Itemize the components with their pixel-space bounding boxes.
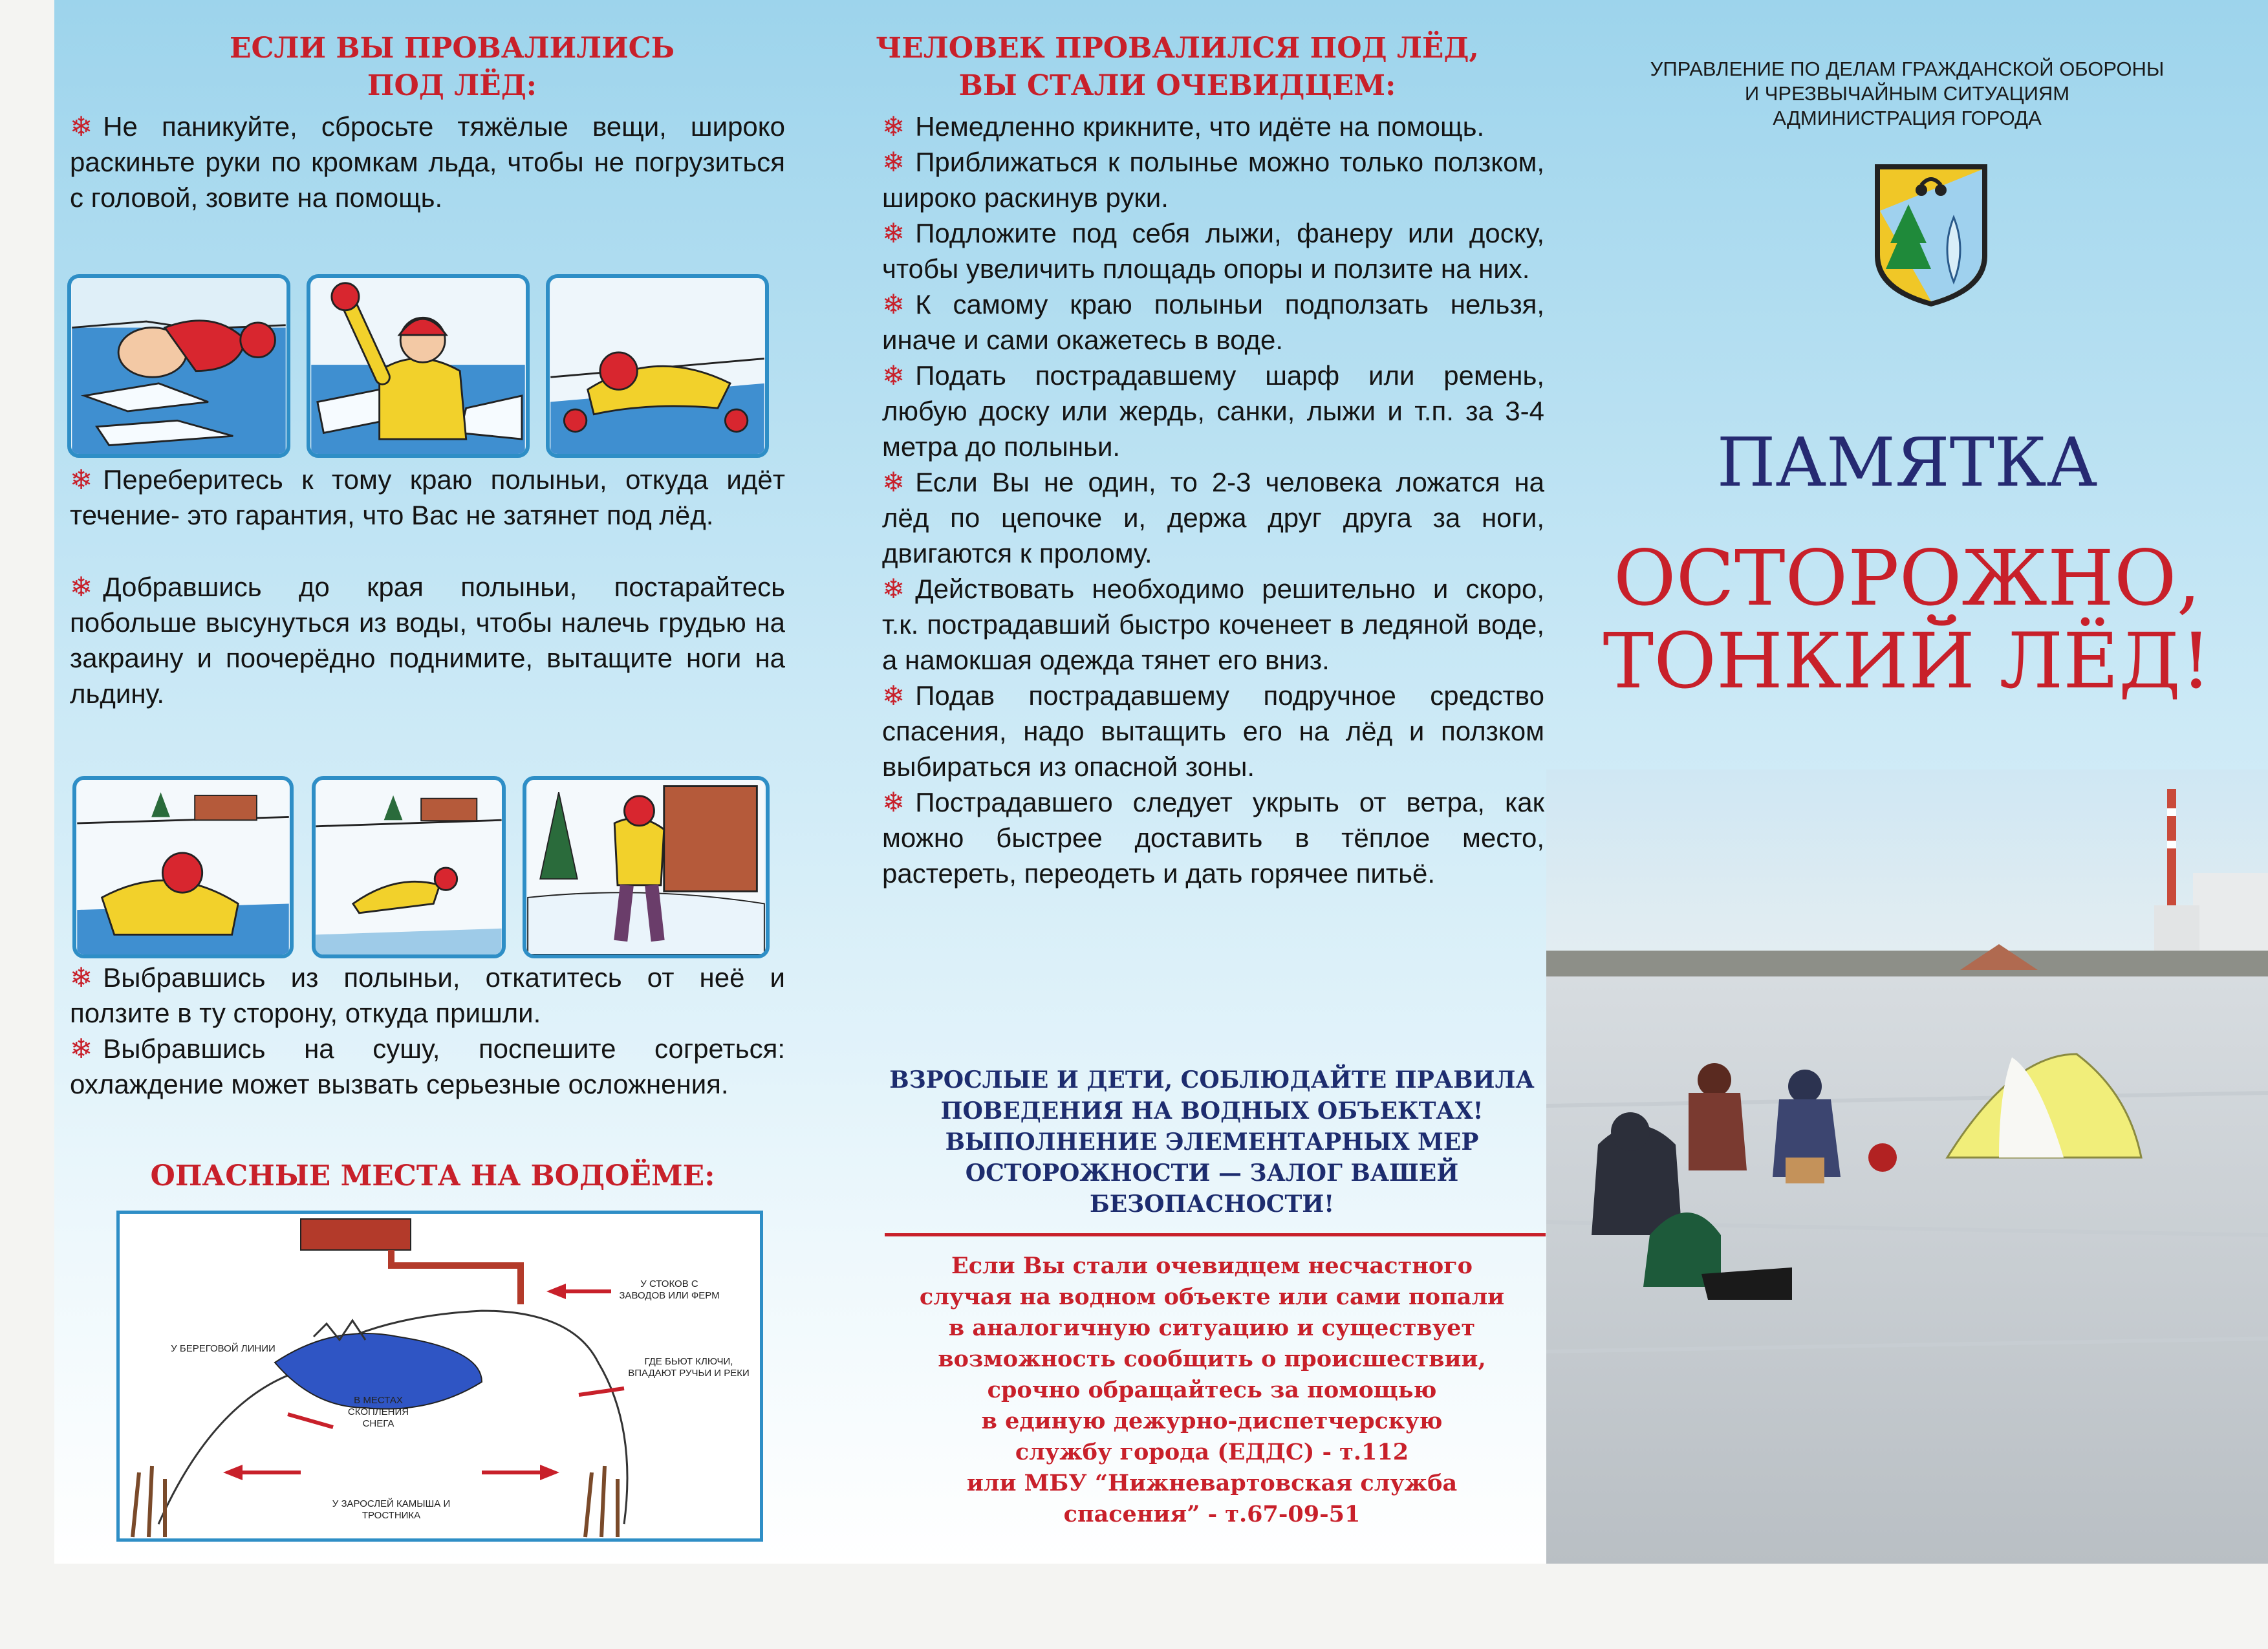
snowflake-icon: ❄ (882, 467, 905, 497)
illustration-crawling-away (312, 776, 506, 958)
snowflake-icon: ❄ (882, 360, 905, 391)
witness-item (882, 571, 1544, 678)
thin-ice-title-line-2: ТОНКИЙ ЛЁД! (1603, 616, 2212, 706)
emergency-contact-line: в единую дежурно-диспетчерскую (981, 1408, 1443, 1434)
witness-item (882, 286, 1544, 358)
safety-appeal-line: ОСТОРОЖНОСТИ — ЗАЛОГ ВАШЕЙ (965, 1159, 1459, 1187)
left-para-3-text: Добравшись до края полыньи, постарайтесь побольше высунуться из воды, чтобы налечь грудью на закраину и поочерёдно поднимите, вытащите ноги на льдину. (70, 572, 785, 709)
witness-item (882, 358, 1544, 464)
emergency-contact-line: возможность сообщить о происшествии, (938, 1346, 1486, 1372)
left-heading-line-2: ПОД ЛЁД: (367, 69, 537, 102)
witness-item-text: Подать пострадавшему шарф или ремень, любую доску или жердь, санки, лыжи и т.п. за 3-4 метра до полыньи. (882, 360, 1544, 462)
safety-appeal (876, 1064, 1548, 1220)
left-para-2-text: Переберитесь к тому краю полыньи, откуда идёт течение- это гарантия, что Вас не затянет под лёд. (70, 464, 785, 530)
witness-item (882, 784, 1544, 891)
thin-ice-title-line-1: ОСТОРОЖНО, (1613, 534, 2201, 623)
emergency-contact (876, 1251, 1548, 1530)
map-label-stoki: У СТОКОВ С ЗАВОДОВ ИЛИ ФЕРМ (619, 1278, 720, 1301)
map-label-kamysh: У ЗАРОСЛЕЙ КАМЫША И ТРОСТНИКА (332, 1498, 451, 1521)
snowflake-icon: ❄ (70, 111, 93, 142)
witness-item (882, 464, 1544, 571)
cover-panel (1546, 0, 2268, 1564)
city-coat-of-arms (1870, 159, 1993, 309)
ice-fishing-photo (1546, 770, 2268, 1564)
organization-name (1546, 57, 2268, 131)
safety-appeal-line: ВЫПОЛНЕНИЕ ЭЛЕМЕНТАРНЫХ МЕР (945, 1128, 1479, 1156)
safety-appeal-line: ВЗРОСЛЫЕ И ДЕТИ, СОБЛЮДАЙТЕ ПРАВИЛА (889, 1066, 1535, 1094)
witness-item-text: Пострадавшего следует укрыть от ветра, как можно быстрее доставить в тёплое место, растереть, переодеть и дать горячее питьё. (882, 787, 1544, 889)
left-para-4 (70, 960, 785, 1031)
map-label-klyuchi: ГДЕ БЬЮТ КЛЮЧИ, ВПАДАЮТ РУЧЬИ И РЕКИ (628, 1356, 750, 1379)
left-para-4-text: Выбравшись из полыньи, откатитесь от неё и ползите в ту сторону, откуда пришли. (70, 962, 785, 1028)
emergency-contact-line: спасения” - т.67-09-51 (1063, 1501, 1361, 1527)
witness-item (882, 678, 1544, 784)
left-para-1-text: Не паникуйте, сбросьте тяжёлые вещи, широко раскиньте руки по кромкам льда, чтобы не погрузиться с головой, зовите на помощь. (70, 111, 785, 213)
snowflake-icon: ❄ (882, 111, 905, 142)
map-label-sneg: В МЕСТАХ СКОПЛЕНИЯ СНЕГА (347, 1395, 409, 1429)
snowflake-icon: ❄ (70, 572, 93, 602)
left-para-1 (70, 109, 785, 215)
illustration-climbing-out (546, 274, 769, 458)
emergency-contact-line: Если Вы стали очевидцем несчастного (951, 1253, 1473, 1279)
middle-panel (798, 0, 1557, 1564)
middle-heading-line-1: ЧЕЛОВЕК ПРОВАЛИЛСЯ ПОД ЛЁД, (876, 32, 1479, 65)
illustration-lying-on-ice (72, 776, 294, 958)
illustration-sinking-head (67, 274, 290, 458)
emergency-contact-line: службу города (ЕДДС) - т.112 (1015, 1439, 1409, 1465)
snowflake-icon: ❄ (70, 962, 93, 993)
organization-line: УПРАВЛЕНИЕ ПО ДЕЛАМ ГРАЖДАНСКОЙ ОБОРОНЫ (1650, 58, 2165, 80)
illustration-calling-help (307, 274, 530, 458)
witness-item-text: Подложите под себя лыжи, фанеру или доску, чтобы увеличить площадь опоры и ползите на них. (882, 218, 1544, 284)
thin-ice-title (1546, 534, 2268, 706)
middle-heading-line-2: ВЫ СТАЛИ ОЧЕВИДЦЕМ: (958, 69, 1396, 102)
witness-item (882, 144, 1544, 215)
witness-item (882, 215, 1544, 286)
snowflake-icon: ❄ (882, 787, 905, 817)
dangerous-places-heading: ОПАСНЫЕ МЕСТА НА ВОДОЁМЕ: (150, 1159, 715, 1192)
left-para-5-text: Выбравшись на сушу, поспешите согреться: охлаждение может вызвать серьезные осложнения. (70, 1033, 785, 1099)
dangerous-places-map (116, 1211, 763, 1542)
witness-item-text: Если Вы не один, то 2-3 человека ложатся на лёд по цепочке и, держа друг друга за ноги, двигаются к пролому. (882, 467, 1544, 568)
snowflake-icon: ❄ (882, 680, 905, 711)
map-label-beregovoy: У БЕРЕГОВОЙ ЛИНИИ (171, 1343, 275, 1354)
safety-appeal-line: БЕЗОПАСНОСТИ! (1089, 1191, 1335, 1218)
snowflake-icon: ❄ (882, 289, 905, 319)
witness-item-text: Приближаться к полынье можно только ползком, широко раскинув руки. (882, 147, 1544, 213)
divider-line (885, 1233, 1546, 1236)
witness-instructions (882, 109, 1544, 891)
leaflet-sheet (54, 0, 2268, 1564)
witness-item-text: Подав пострадавшему подручное средство спасения, надо вытащить его на лёд и ползком выбираться из опасной зоны. (882, 680, 1544, 782)
emergency-contact-line: случая на водном объекте или сами попали (919, 1284, 1505, 1310)
safety-appeal-line: ПОВЕДЕНИЯ НА ВОДНЫХ ОБЪЕКТАХ! (940, 1097, 1484, 1125)
middle-heading (798, 30, 1557, 105)
snowflake-icon: ❄ (882, 574, 905, 604)
emergency-contact-line: или МБУ “Нижневартовская служба (966, 1470, 1458, 1496)
emergency-contact-line: в аналогичную ситуацию и существует (948, 1315, 1476, 1341)
witness-item-text: Действовать необходимо решительно и скоро, т.к. пострадавший быстро коченеет в ледяной воде, а намокшая одежда тянет его вниз. (882, 574, 1544, 675)
left-panel (54, 0, 798, 1564)
organization-line: АДМИНИСТРАЦИЯ ГОРОДА (1773, 107, 2042, 129)
snowflake-icon: ❄ (70, 464, 93, 495)
snowflake-icon: ❄ (882, 218, 905, 248)
left-para-5 (70, 1031, 785, 1102)
witness-item (882, 109, 1544, 144)
illustration-walking-home (523, 776, 770, 958)
left-para-3 (70, 569, 785, 711)
witness-item-text: К самому краю полыньи подползать нельзя, иначе и сами окажетесь в воде. (882, 289, 1544, 355)
witness-item-text: Немедленно крикните, что идёте на помощь. (915, 111, 1485, 142)
left-para-2 (70, 462, 785, 533)
snowflake-icon: ❄ (882, 147, 905, 177)
organization-line: И ЧРЕЗВЫЧАЙНЫМ СИТУАЦИЯМ (1744, 82, 2070, 105)
emergency-contact-line: срочно обращайтесь за помощью (987, 1377, 1437, 1403)
left-heading (119, 30, 785, 105)
pamyatka-title: ПАМЯТКА (1716, 423, 2098, 502)
left-heading-line-1: ЕСЛИ ВЫ ПРОВАЛИЛИСЬ (229, 32, 675, 65)
snowflake-icon: ❄ (70, 1033, 93, 1064)
